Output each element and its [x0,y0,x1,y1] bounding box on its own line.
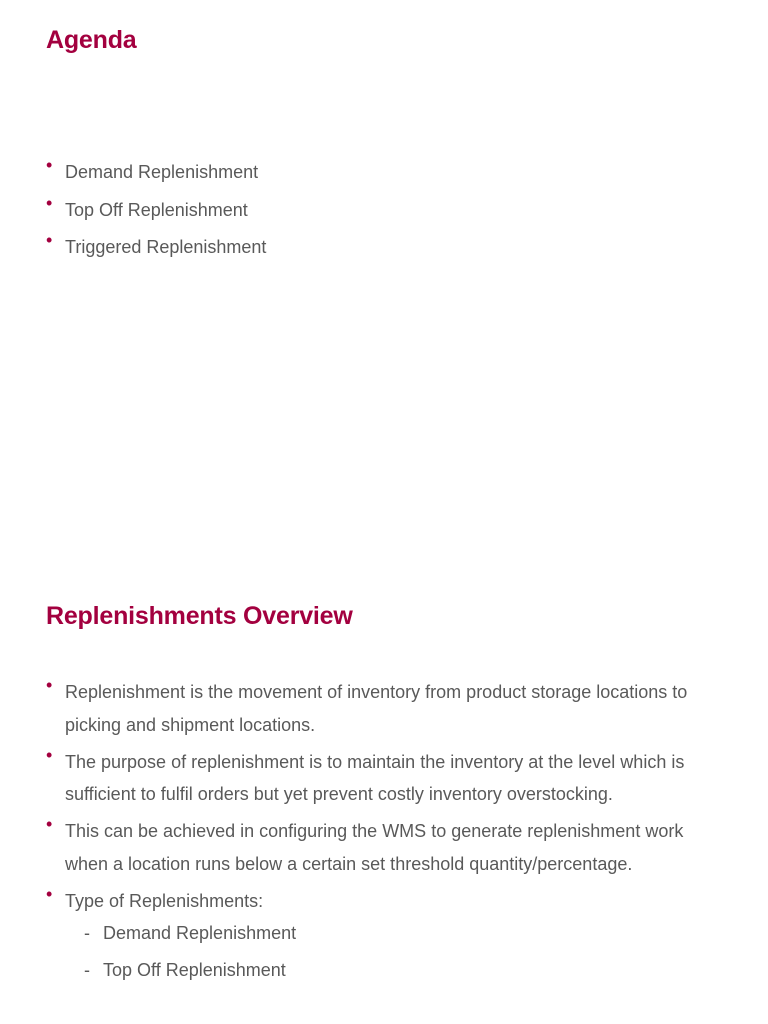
sub-list-item [65,954,706,986]
sub-list-item-text: Top Off Replenishment [103,959,286,980]
list-item-text: Triggered Replenishment [65,237,267,257]
list-item-text: Top Off Replenishment [65,199,248,220]
list-item [46,815,706,880]
dash-icon: - [84,959,90,980]
list-item [46,154,706,192]
bullet-icon: • [46,883,53,904]
sub-list-item-text: Demand Replenishment [103,923,297,943]
overview-list [46,676,706,990]
agenda-title: Agenda [46,26,137,54]
list-item [46,192,706,230]
list-item-text: The purpose of replenishment is to maintain the inventory at the level which is sufficient to fulfil orders but yet prevent costly inventory overstocking. [65,751,685,804]
list-item [46,885,706,986]
list-item-text: Type of Replenishments: [65,890,264,911]
bullet-icon: • [46,192,53,213]
list-item-text: Replenishment is the movement of inventory from product storage locations to picking and shipment locations. [65,682,688,735]
bullet-icon: • [46,230,53,250]
sub-list [65,917,706,986]
dash-icon: - [84,923,90,943]
bullet-icon: • [46,744,53,765]
sub-list-item [65,917,706,949]
overview-title: Replenishments Overview [46,602,353,630]
bullet-icon: • [46,155,53,175]
agenda-list [46,154,706,267]
list-item-text: This can be achieved in configuring the WMS to generate replenishment work when a location runs below a certain set threshold quantity/percentage. [65,821,684,874]
list-item [46,746,706,811]
bullet-icon: • [46,814,53,834]
list-item [46,676,706,741]
list-item-text: Demand Replenishment [65,162,259,182]
bullet-icon: • [46,675,53,695]
list-item [46,229,706,267]
